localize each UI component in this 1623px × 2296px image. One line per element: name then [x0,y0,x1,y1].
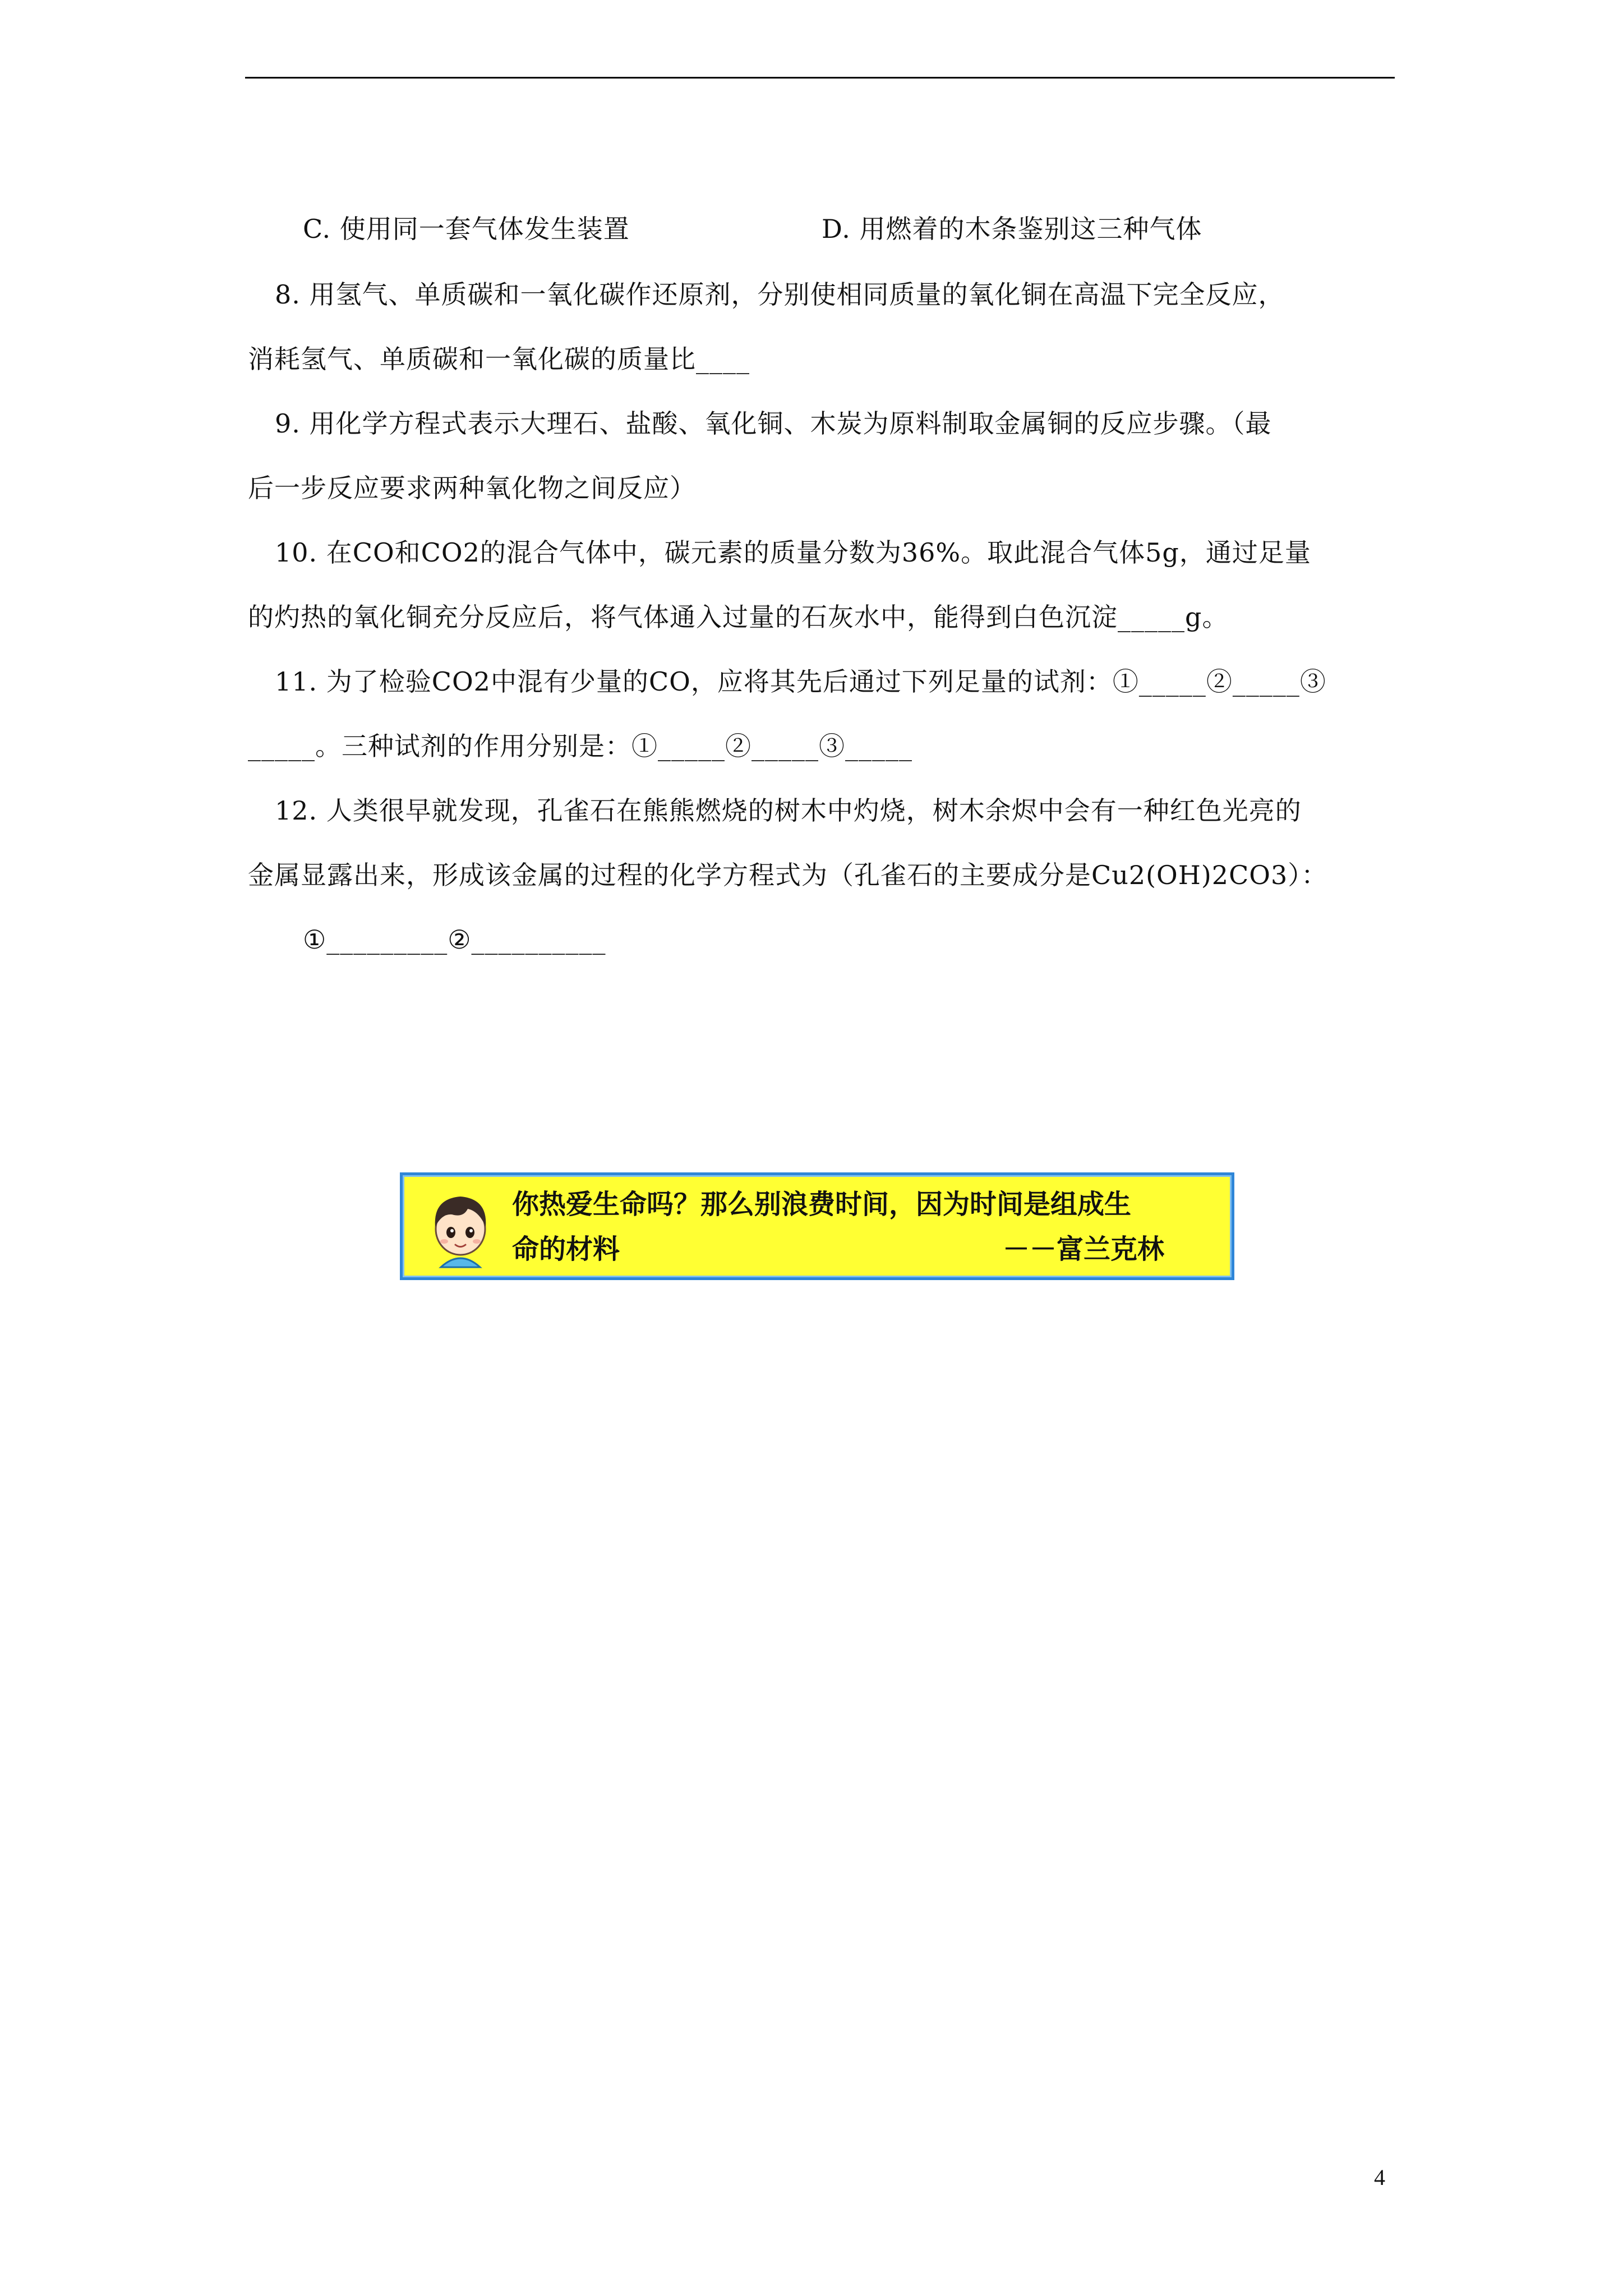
question-11-line-1: 11. 为了检验CO2中混有少量的CO，应将其先后通过下列足量的试剂：①_____②_____③ [275,666,1326,697]
quote-line-1: 你热爱生命吗？那么别浪费时间，因为时间是组成生 [512,1189,1132,1220]
quote-banner [400,1172,1234,1280]
quote-line-2: 命的材料 [512,1234,620,1265]
question-12-line-3: ①_________②__________ [303,924,606,955]
question-8-line-2: 消耗氢气、单质碳和一氧化碳的质量比____ [248,344,750,374]
question-9-line-2: 后一步反应要求两种氧化物之间反应） [248,473,696,503]
question-10-line-1: 10. 在CO和CO2的混合气体中，碳元素的质量分数为36%。取此混合气体5g，通过足量 [275,537,1311,568]
option-d: D. 用燃着的木条鉴别这三种气体 [822,214,1202,244]
question-10-line-2: 的灼热的氧化铜充分反应后，将气体通入过量的石灰水中，能得到白色沉淀_____g。 [248,602,1229,632]
header-rule [245,77,1395,79]
quote-author: －－富兰克林 [1003,1234,1165,1265]
question-9-line-1: 9. 用化学方程式表示大理石、盐酸、氧化铜、木炭为原料制取金属铜的反应步骤。（最 [275,408,1272,439]
option-c: C. 使用同一套气体发生装置 [303,214,630,244]
cartoon-boy-avatar-icon [418,1183,502,1273]
question-12-line-1: 12. 人类很早就发现，孔雀石在熊熊燃烧的树木中灼烧，树木余烬中会有一种红色光亮的 [275,795,1302,826]
question-8-line-1: 8. 用氢气、单质碳和一氧化碳作还原剂，分别使相同质量的氧化铜在高温下完全反应， [275,279,1285,310]
question-11-line-2: _____。三种试剂的作用分别是：①_____②_____③_____ [248,731,912,761]
page-number: 4 [1374,2165,1385,2190]
question-12-line-2: 金属显露出来，形成该金属的过程的化学方程式为（孔雀石的主要成分是Cu2(OH)2CO3）： [248,860,1328,890]
